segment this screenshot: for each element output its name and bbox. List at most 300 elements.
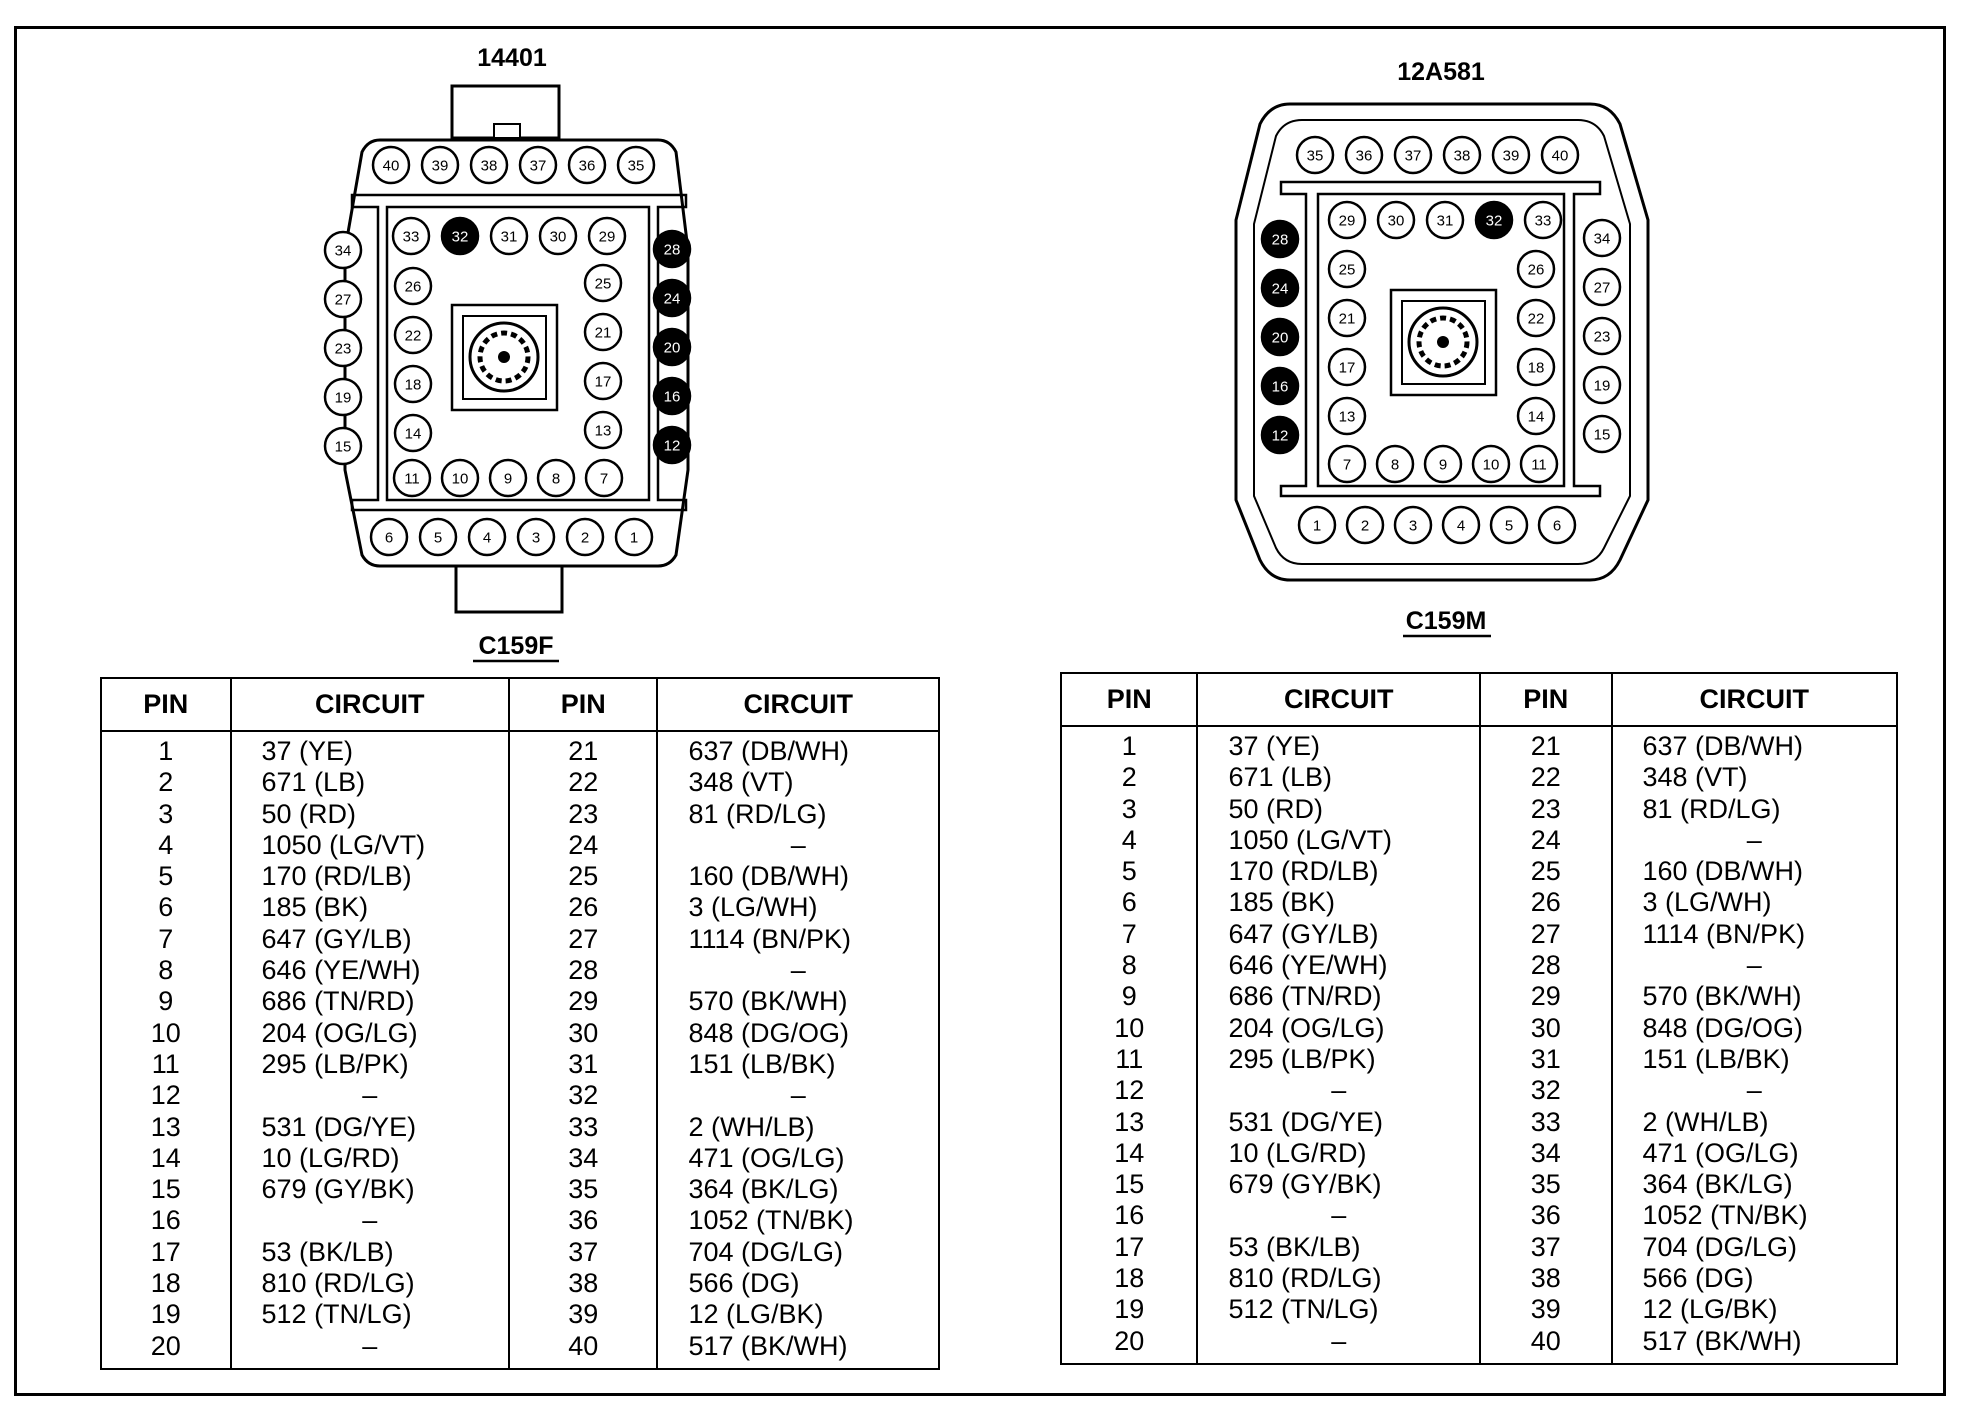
pin-cavity-label: 24 (663, 290, 681, 308)
pin-number-cell: 39 (509, 1299, 657, 1330)
pin-number-cell: 35 (1480, 1169, 1612, 1200)
pin-cavity-label: 32 (451, 228, 469, 246)
table-row (101, 1018, 939, 1049)
pin-cavity-label: 23 (334, 340, 352, 358)
pin-cavity-label: 40 (1551, 147, 1569, 165)
table-row (101, 1080, 939, 1111)
table-row (101, 986, 939, 1017)
pin-cavity-label: 11 (1531, 456, 1547, 474)
circuit-cell: 810 (RD/LG) (231, 1268, 510, 1299)
circuit-cell: 512 (TN/LG) (1197, 1294, 1480, 1325)
circuit-cell: 37 (YE) (1197, 726, 1480, 762)
pin-number-cell: 28 (1480, 950, 1612, 981)
pin-cavity-label: 39 (1502, 147, 1520, 165)
pin-number-cell: 16 (1061, 1200, 1197, 1231)
circuit-cell: 647 (GY/LB) (1197, 919, 1480, 950)
circuit-cell: 151 (LB/BK) (1612, 1044, 1898, 1075)
pin-cavity-label: 36 (1355, 147, 1373, 165)
pin-cavity-label: 11 (404, 470, 420, 488)
circuit-cell: 10 (LG/RD) (1197, 1138, 1480, 1169)
table-row (1061, 981, 1897, 1012)
pin-number-cell: 6 (1061, 887, 1197, 918)
pin-cavity-label: 27 (1593, 279, 1611, 297)
pin-number-cell: 20 (101, 1331, 231, 1369)
table-row (1061, 950, 1897, 981)
circuit-cell: 637 (DB/WH) (1612, 726, 1898, 762)
circuit-cell: – (231, 1331, 510, 1369)
pin-cavity-label: 26 (1527, 261, 1545, 279)
pin-number-cell: 2 (1061, 762, 1197, 793)
circuit-cell: 471 (OG/LG) (657, 1143, 939, 1174)
pin-number-cell: 33 (509, 1112, 657, 1143)
pin-number-cell: 21 (509, 731, 657, 767)
circuit-cell: 1050 (LG/VT) (231, 830, 510, 861)
circuit-cell: 686 (TN/RD) (1197, 981, 1480, 1012)
pin-number-cell: 36 (1480, 1200, 1612, 1231)
circuit-cell: 646 (YE/WH) (1197, 950, 1480, 981)
table-row (101, 1174, 939, 1205)
pin-cavity-label: 34 (334, 242, 352, 260)
pin-cavity-label: 29 (598, 228, 616, 246)
table-row (101, 955, 939, 986)
circuit-cell: 3 (LG/WH) (1612, 887, 1898, 918)
table-row (1061, 1013, 1897, 1044)
circuit-cell: 295 (LB/PK) (231, 1049, 510, 1080)
circuit-cell: 848 (DG/OG) (1612, 1013, 1898, 1044)
circuit-cell: 185 (BK) (231, 892, 510, 923)
circuit-cell: 647 (GY/LB) (231, 924, 510, 955)
pin-cavity-label: 37 (1404, 147, 1422, 165)
table-row (1061, 726, 1897, 762)
pin-cavity-label: 13 (1338, 408, 1356, 426)
pin-cavity-label: 32 (1485, 212, 1503, 230)
circuit-cell: – (1612, 950, 1898, 981)
circuit-cell: – (657, 955, 939, 986)
pin-cavity-label: 29 (1338, 212, 1356, 230)
table-row (1061, 1169, 1897, 1200)
circuit-cell: 185 (BK) (1197, 887, 1480, 918)
pin-number-cell: 5 (101, 861, 231, 892)
circuit-cell: 679 (GY/BK) (1197, 1169, 1480, 1200)
circuit-cell: 531 (DG/YE) (1197, 1107, 1480, 1138)
table-row (1061, 919, 1897, 950)
circuit-cell: 671 (LB) (1197, 762, 1480, 793)
circuit-cell: 12 (LG/BK) (1612, 1294, 1898, 1325)
circuit-cell: 517 (BK/WH) (1612, 1326, 1898, 1364)
circuit-cell: – (1197, 1326, 1480, 1364)
pin-cavity-label: 38 (1453, 147, 1471, 165)
pin-table-c159m (1060, 672, 1898, 1365)
pin-cavity-label: 27 (334, 291, 352, 309)
pin-cavity-label: 16 (663, 388, 681, 406)
pin-cavity-label: 8 (1390, 456, 1400, 474)
table-row (101, 799, 939, 830)
pin-table-c159f (100, 677, 940, 1370)
pin-number-cell: 9 (1061, 981, 1197, 1012)
pin-cavity-label: 1 (629, 529, 639, 547)
pin-cavity-label: 7 (1342, 456, 1352, 474)
pin-number-cell: 23 (1480, 794, 1612, 825)
pin-number-cell: 30 (1480, 1013, 1612, 1044)
pin-cavity-label: 12 (1271, 427, 1289, 445)
pin-number-cell: 23 (509, 799, 657, 830)
pin-cavity-label: 2 (1360, 517, 1370, 535)
pin-column-header: PIN (1480, 673, 1612, 726)
pin-number-cell: 18 (1061, 1263, 1197, 1294)
table-row (1061, 1044, 1897, 1075)
pin-cavity-label: 10 (451, 470, 469, 488)
pin-number-cell: 24 (509, 830, 657, 861)
pin-number-cell: 17 (1061, 1232, 1197, 1263)
pin-number-cell: 15 (101, 1174, 231, 1205)
table-header-row (1061, 673, 1897, 726)
circuit-cell: 160 (DB/WH) (657, 861, 939, 892)
pin-number-cell: 20 (1061, 1326, 1197, 1364)
table-row (1061, 1138, 1897, 1169)
table-row (1061, 1294, 1897, 1325)
pin-number-cell: 6 (101, 892, 231, 923)
pin-number-cell: 13 (101, 1112, 231, 1143)
pin-number-cell: 9 (101, 986, 231, 1017)
pin-cavity-label: 22 (404, 327, 422, 345)
pin-cavity-label: 25 (594, 275, 612, 293)
connector-diagrams (0, 0, 1968, 700)
circuit-cell: 1114 (BN/PK) (657, 924, 939, 955)
pin-number-cell: 31 (509, 1049, 657, 1080)
pin-number-cell: 14 (101, 1143, 231, 1174)
pin-cavity-label: 9 (1438, 456, 1448, 474)
pin-cavity-label: 18 (1527, 359, 1545, 377)
pin-number-cell: 39 (1480, 1294, 1612, 1325)
pin-cavity-label: 21 (1338, 310, 1356, 328)
pin-cavity-label: 19 (1593, 377, 1611, 395)
pin-number-cell: 11 (1061, 1044, 1197, 1075)
pin-number-cell: 19 (101, 1299, 231, 1330)
pin-number-cell: 29 (509, 986, 657, 1017)
pin-number-cell: 3 (1061, 794, 1197, 825)
circuit-cell: 348 (VT) (1612, 762, 1898, 793)
circuit-cell: 686 (TN/RD) (231, 986, 510, 1017)
pin-number-cell: 4 (101, 830, 231, 861)
circuit-cell: 531 (DG/YE) (231, 1112, 510, 1143)
connector-m-label: C159M (1405, 607, 1487, 635)
table-row (1061, 762, 1897, 793)
pin-number-cell: 4 (1061, 825, 1197, 856)
pin-cavity-label: 6 (384, 529, 394, 547)
pin-cavity-label: 17 (594, 373, 612, 391)
pin-number-cell: 24 (1480, 825, 1612, 856)
pin-number-cell: 14 (1061, 1138, 1197, 1169)
table-row (101, 1331, 939, 1369)
pin-number-cell: 8 (1061, 950, 1197, 981)
pin-number-cell: 10 (1061, 1013, 1197, 1044)
circuit-cell: – (1197, 1200, 1480, 1231)
table-row (101, 767, 939, 798)
table-row (101, 1049, 939, 1080)
pin-number-cell: 40 (1480, 1326, 1612, 1364)
circuit-cell: 704 (DG/LG) (657, 1237, 939, 1268)
latch-tab-bottom (456, 560, 562, 612)
table-row (1061, 825, 1897, 856)
table-row (101, 861, 939, 892)
pin-cavity-label: 24 (1271, 280, 1289, 298)
circuit-cell: 517 (BK/WH) (657, 1331, 939, 1369)
circuit-cell: 81 (RD/LG) (1612, 794, 1898, 825)
circuit-cell: 170 (RD/LB) (231, 861, 510, 892)
pin-cavity-label: 34 (1593, 230, 1611, 248)
connector-m-part-number: 12A581 (1397, 58, 1485, 86)
circuit-cell: 3 (LG/WH) (657, 892, 939, 923)
pin-cavity-label: 5 (433, 529, 443, 547)
pin-number-cell: 1 (1061, 726, 1197, 762)
pin-cavity-label: 37 (529, 157, 547, 175)
pin-number-cell: 18 (101, 1268, 231, 1299)
table-row (101, 924, 939, 955)
center-key-hub (498, 351, 510, 363)
circuit-cell: – (1612, 1075, 1898, 1106)
circuit-cell: – (1197, 1075, 1480, 1106)
pin-number-cell: 37 (509, 1237, 657, 1268)
pin-cavity-label: 21 (594, 324, 612, 342)
circuit-cell: 679 (GY/BK) (231, 1174, 510, 1205)
pin-number-cell: 13 (1061, 1107, 1197, 1138)
pin-cavity-label: 25 (1338, 261, 1356, 279)
connector-c159f-view (325, 44, 690, 661)
pin-number-cell: 34 (1480, 1138, 1612, 1169)
pin-cavity-label: 12 (663, 437, 681, 455)
pin-cavity-label: 35 (1306, 147, 1324, 165)
pin-cavity-label: 26 (404, 278, 422, 296)
circuit-column-header: CIRCUIT (231, 678, 510, 731)
circuit-cell: 637 (DB/WH) (657, 731, 939, 767)
pin-cavity-label: 31 (1436, 212, 1454, 230)
pin-number-cell: 26 (1480, 887, 1612, 918)
pin-number-cell: 15 (1061, 1169, 1197, 1200)
pin-cavity-label: 40 (382, 157, 400, 175)
circuit-cell: 704 (DG/LG) (1612, 1232, 1898, 1263)
circuit-cell: 151 (LB/BK) (657, 1049, 939, 1080)
latch-key (494, 124, 520, 138)
pin-cavity-label: 1 (1312, 517, 1322, 535)
pin-cavity-label: 6 (1552, 517, 1562, 535)
circuit-cell: 53 (BK/LB) (1197, 1232, 1480, 1263)
pin-number-cell: 35 (509, 1174, 657, 1205)
circuit-cell: 566 (DG) (1612, 1263, 1898, 1294)
pin-number-cell: 19 (1061, 1294, 1197, 1325)
circuit-cell: 53 (BK/LB) (231, 1237, 510, 1268)
pin-column-header: PIN (101, 678, 231, 731)
table-row (1061, 1263, 1897, 1294)
connector-housing (345, 140, 688, 566)
pin-number-cell: 16 (101, 1205, 231, 1236)
pin-cavity-label: 19 (334, 389, 352, 407)
circuit-cell: 810 (RD/LG) (1197, 1263, 1480, 1294)
pin-number-cell: 17 (101, 1237, 231, 1268)
circuit-cell: 671 (LB) (231, 767, 510, 798)
connector-f-part-number: 14401 (477, 44, 547, 72)
pin-number-cell: 7 (101, 924, 231, 955)
pin-cavity-label: 31 (500, 228, 518, 246)
circuit-cell: 570 (BK/WH) (657, 986, 939, 1017)
circuit-cell: 2 (WH/LB) (657, 1112, 939, 1143)
pin-number-cell: 7 (1061, 919, 1197, 950)
pin-number-cell: 11 (101, 1049, 231, 1080)
pin-cavity-label: 30 (549, 228, 567, 246)
pin-number-cell: 22 (1480, 762, 1612, 793)
circuit-cell: 2 (WH/LB) (1612, 1107, 1898, 1138)
pin-cavity-label: 14 (1527, 408, 1545, 426)
pin-number-cell: 1 (101, 731, 231, 767)
table-row (1061, 1326, 1897, 1364)
pin-cavity-label: 28 (663, 241, 681, 259)
pin-number-cell: 32 (509, 1080, 657, 1111)
pin-number-cell: 27 (1480, 919, 1612, 950)
table-row (101, 1205, 939, 1236)
circuit-cell: 1052 (TN/BK) (657, 1205, 939, 1236)
pin-cavity-label: 5 (1504, 517, 1514, 535)
circuit-cell: 570 (BK/WH) (1612, 981, 1898, 1012)
table-row (101, 1143, 939, 1174)
table-row (101, 1237, 939, 1268)
table-header-row (101, 678, 939, 731)
pin-table-body (101, 731, 939, 1369)
pin-cavity-label: 28 (1271, 231, 1289, 249)
pin-number-cell: 21 (1480, 726, 1612, 762)
circuit-cell: 204 (OG/LG) (1197, 1013, 1480, 1044)
circuit-cell: 566 (DG) (657, 1268, 939, 1299)
pin-cavity-label: 7 (599, 470, 609, 488)
circuit-cell: 12 (LG/BK) (657, 1299, 939, 1330)
pin-number-cell: 8 (101, 955, 231, 986)
table-row (1061, 1107, 1897, 1138)
pin-cavity-label: 13 (594, 422, 612, 440)
pin-number-cell: 28 (509, 955, 657, 986)
circuit-cell: – (657, 830, 939, 861)
pin-cavity-label: 8 (551, 470, 561, 488)
pin-number-cell: 3 (101, 799, 231, 830)
center-key-hub (1437, 336, 1449, 348)
pin-number-cell: 5 (1061, 856, 1197, 887)
pin-number-cell: 29 (1480, 981, 1612, 1012)
circuit-cell: 37 (YE) (231, 731, 510, 767)
pin-number-cell: 27 (509, 924, 657, 955)
pin-number-cell: 38 (1480, 1263, 1612, 1294)
table-row (101, 731, 939, 767)
circuit-cell: 295 (LB/PK) (1197, 1044, 1480, 1075)
circuit-column-header: CIRCUIT (1612, 673, 1898, 726)
pin-cavity-label: 3 (531, 529, 541, 547)
table-row (1061, 1075, 1897, 1106)
pin-table-body (1061, 726, 1897, 1364)
circuit-cell: 348 (VT) (657, 767, 939, 798)
table-row (1061, 794, 1897, 825)
pin-column-header: PIN (1061, 673, 1197, 726)
circuit-cell: 364 (BK/LG) (657, 1174, 939, 1205)
pin-cavity-label: 9 (503, 470, 513, 488)
circuit-cell: 364 (BK/LG) (1612, 1169, 1898, 1200)
circuit-cell: 471 (OG/LG) (1612, 1138, 1898, 1169)
table-row (101, 1268, 939, 1299)
pin-cavity-label: 20 (1271, 329, 1289, 347)
circuit-cell: – (231, 1205, 510, 1236)
pin-cavity-label: 15 (334, 438, 352, 456)
circuit-cell: 1114 (BN/PK) (1612, 919, 1898, 950)
table-row (101, 1112, 939, 1143)
table-row (1061, 1232, 1897, 1263)
table-row (101, 830, 939, 861)
pin-cavity-label: 2 (580, 529, 590, 547)
circuit-cell: 1052 (TN/BK) (1612, 1200, 1898, 1231)
circuit-cell: 848 (DG/OG) (657, 1018, 939, 1049)
pin-number-cell: 2 (101, 767, 231, 798)
pin-number-cell: 25 (1480, 856, 1612, 887)
pin-number-cell: 36 (509, 1205, 657, 1236)
pin-number-cell: 25 (509, 861, 657, 892)
pin-cavity-label: 22 (1527, 310, 1545, 328)
pin-number-cell: 26 (509, 892, 657, 923)
pin-number-cell: 38 (509, 1268, 657, 1299)
pin-cavity-label: 20 (663, 339, 681, 357)
pin-cavity-label: 30 (1387, 212, 1405, 230)
pin-number-cell: 32 (1480, 1075, 1612, 1106)
circuit-cell: 1050 (LG/VT) (1197, 825, 1480, 856)
table-row (101, 892, 939, 923)
pin-number-cell: 34 (509, 1143, 657, 1174)
pin-cavity-label: 3 (1408, 517, 1418, 535)
circuit-column-header: CIRCUIT (657, 678, 939, 731)
pin-cavity-label: 36 (578, 157, 596, 175)
circuit-cell: 10 (LG/RD) (231, 1143, 510, 1174)
pin-number-cell: 12 (1061, 1075, 1197, 1106)
pin-number-cell: 12 (101, 1080, 231, 1111)
table-row (1061, 856, 1897, 887)
circuit-cell: – (231, 1080, 510, 1111)
pin-cavity-label: 38 (480, 157, 498, 175)
pin-number-cell: 40 (509, 1331, 657, 1369)
circuit-cell: 50 (RD) (1197, 794, 1480, 825)
pin-cavity-label: 4 (1456, 517, 1466, 535)
circuit-cell: 170 (RD/LB) (1197, 856, 1480, 887)
pin-cavity-label: 4 (482, 529, 492, 547)
circuit-cell: – (1612, 825, 1898, 856)
pin-cavity-label: 35 (627, 157, 645, 175)
pin-cavity-label: 33 (1534, 212, 1552, 230)
pin-number-cell: 37 (1480, 1232, 1612, 1263)
pin-column-header: PIN (509, 678, 657, 731)
circuit-cell: 81 (RD/LG) (657, 799, 939, 830)
pin-number-cell: 10 (101, 1018, 231, 1049)
connector-c159m-view (1236, 58, 1648, 636)
connector-f-label: C159F (478, 632, 554, 660)
circuit-cell: 50 (RD) (231, 799, 510, 830)
pin-cavity-label: 10 (1482, 456, 1500, 474)
pin-cavity-label: 15 (1593, 426, 1611, 444)
pin-cavity-label: 18 (404, 376, 422, 394)
circuit-cell: 646 (YE/WH) (231, 955, 510, 986)
pin-cavity-label: 17 (1338, 359, 1356, 377)
circuit-cell: – (657, 1080, 939, 1111)
circuit-cell: 204 (OG/LG) (231, 1018, 510, 1049)
circuit-cell: 512 (TN/LG) (231, 1299, 510, 1330)
table-row (1061, 887, 1897, 918)
circuit-column-header: CIRCUIT (1197, 673, 1480, 726)
pin-number-cell: 33 (1480, 1107, 1612, 1138)
table-row (1061, 1200, 1897, 1231)
pin-cavity-label: 33 (402, 228, 420, 246)
pin-cavity-label: 23 (1593, 328, 1611, 346)
pin-number-cell: 30 (509, 1018, 657, 1049)
circuit-cell: 160 (DB/WH) (1612, 856, 1898, 887)
